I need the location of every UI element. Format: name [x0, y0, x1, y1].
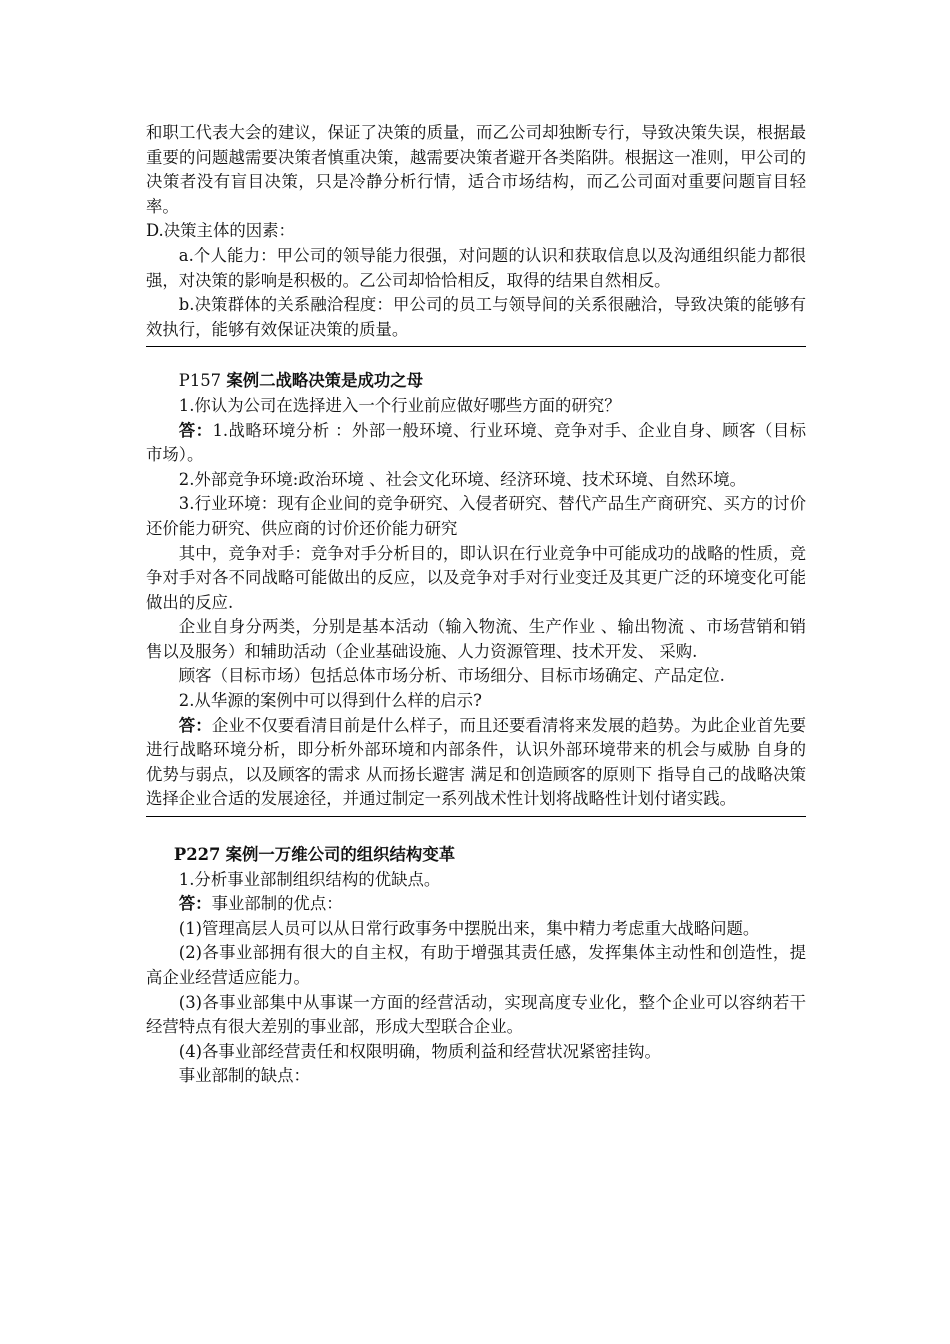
page-reference: P157	[178, 371, 222, 391]
list-item: (2)各事业部拥有很大的自主权，有助于增强其责任感，发挥集体主动性和创造性，提高企业经营适应能力。	[146, 943, 806, 987]
paragraph: 企业自身分两类，分别是基本活动（输入物流、生产作业 、输出物流 、市场营销和销售以及服务）和辅助活动（企业基础设施、人力资源管理、技术开发、 采购.	[146, 617, 806, 661]
section-title: 案例一万维公司的组织结构变革	[225, 845, 456, 865]
paragraph: a.个人能力：甲公司的领导能力很强，对问题的认识和获取信息以及沟通组织能力都很强，对决策的影响是积极的。乙公司却恰恰相反，取得的结果自然相反。	[146, 245, 806, 290]
paragraph: b.决策群体的关系融洽程度：甲公司的员工与领导间的关系很融洽，导致决策的能够有效执行，能够有效保证决策的质量。	[146, 295, 806, 339]
question: 1.分析事业部制组织结构的优缺点。	[178, 869, 441, 889]
paragraph: 事业部制的缺点：	[178, 1066, 310, 1086]
paragraph: 其中，竞争对手：竞争对手分析目的，即认识在行业竞争中可能成功的战略的性质，竞争对手对各不同战略可能做出的反应，以及竞争对手对行业变迁及其更广泛的环境变化可能做出的反应.	[146, 543, 806, 612]
page-reference: P227	[173, 845, 221, 865]
paragraph: 和职工代表大会的建议，保证了决策的质量，而乙公司却独断专行，导致决策失误，根据最重要的问题越需要决策者慎重决策，越需要决策者避开各类陷阱。根据这一准则，甲公司的决策者没有盲目决策，只是冷静分析行情，适合市场结构，而乙公司面对重要问题盲目轻率。	[146, 123, 806, 216]
answer-label: 答：	[178, 894, 212, 914]
list-item: (4)各事业部经营责任和权限明确，物质利益和经营状况紧密挂钩。	[178, 1041, 661, 1061]
answer-paragraph: 答：企业不仅要看清目前是什么样子，而且还要看清将来发展的趋势。为此企业首先要进行战略环境分析，即分析外部环境和内部条件，认识外部环境带来的机会与威胁 自身的优势与弱点，以及顾客的需求 从而扬长避害 满足和创造顾客的原则下 指导自己的战略决策 选择企业合适的发展途径，并通过制定一系列战术性计划将战略性计划付诸实践。	[146, 715, 807, 809]
list-item: (1)管理高层人员可以从日常行政事务中摆脱出来，集中精力考虑重大战略问题。	[178, 918, 760, 938]
answer-paragraph: 答：1.战略环境分析 ：外部一般环境、行业环境、竞争对手、企业自身、顾客（目标市场）。	[146, 420, 806, 465]
section-title: 案例二战略决策是成功之母	[226, 371, 424, 391]
section-divider	[146, 346, 806, 347]
section-heading	[146, 369, 806, 394]
answer-label: 答：	[178, 715, 212, 735]
paragraph: 顾客（目标市场）包括总体市场分析、市场细分、目标市场确定、产品定位.	[178, 666, 725, 686]
paragraph: 2.外部竞争环境:政治环境 、社会文化环境、经济环境、技术环境、自然环境。	[178, 469, 747, 489]
list-item: (3)各事业部集中从事谋一方面的经营活动，实现高度专业化，整个企业可以容纳若干经营特点有很大差别的事业部，形成大型联合企业。	[146, 992, 806, 1037]
answer-paragraph: 答：事业部制的优点：	[178, 894, 343, 914]
question: 1.你认为公司在选择进入一个行业前应做好哪些方面的研究？	[178, 395, 621, 415]
paragraph: 3.行业环境：现有企业间的竞争研究、入侵者研究、替代产品生产商研究、买方的讨价还价能力研究、供应商的讨价还价能力研究	[146, 494, 806, 538]
question: 2.从华源的案例中可以得到什么样的启示?	[178, 691, 482, 711]
document-page	[146, 121, 806, 1089]
section-heading	[146, 843, 806, 868]
paragraph: D.决策主体的因素：	[146, 221, 295, 241]
section-divider	[146, 816, 806, 817]
answer-label: 答：	[178, 420, 213, 440]
